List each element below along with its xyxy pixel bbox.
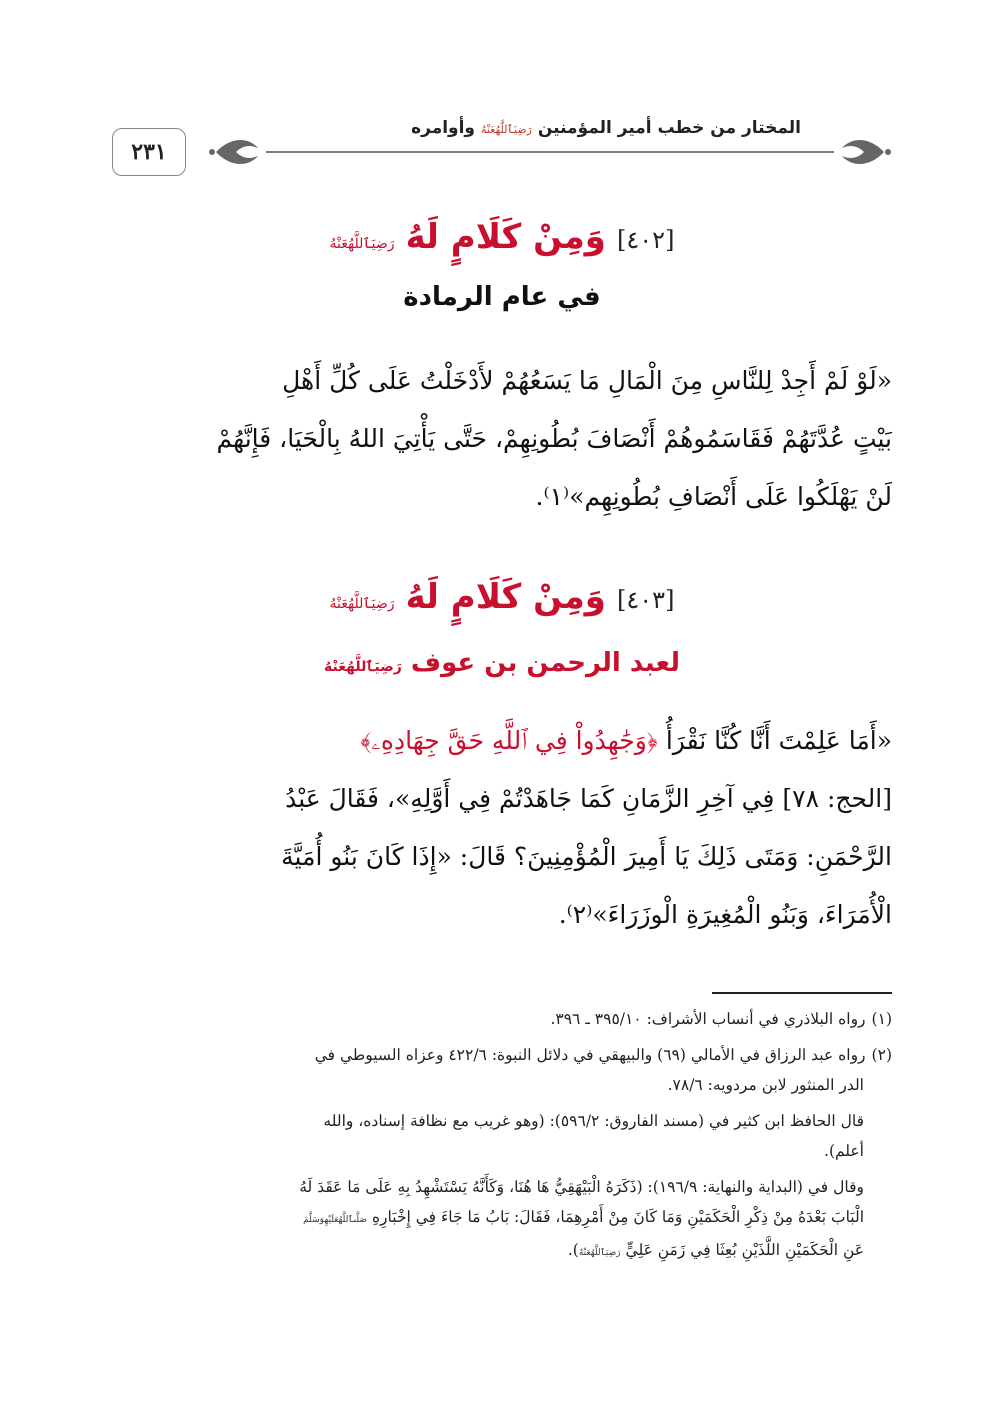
page-header — [112, 118, 902, 182]
honorific-glyph: رَضِيَٱللَّهُعَنْهُ — [329, 596, 395, 612]
footnote-2: (٢)رواه عبد الرزاق في الأمالي (٦٩) والبيهقي في دلائل النبوة: ٤٢٢/٦ وعزاه السيوطي في — [314, 1046, 892, 1064]
honorific-glyph: صَلَّىٱللَّهُعَلَيْهِوَسَلَّمَ — [303, 1215, 367, 1225]
honorific-glyph: رَضِيَٱللَّهُعَنْهُ — [324, 659, 402, 675]
section-number: [٤٠٣] — [617, 586, 675, 614]
footnote-1: (١)رواه البلاذري في أنساب الأشراف: ٣٩٥/١٠ ـ ٣٩٦. — [550, 1010, 892, 1028]
text-line: «أَمَا عَلِمْتَ أَنَّا كُنَّا نَقْرَأُ ﴿وَجَٰهِدُواْ فِي ٱللَّهِ حَقَّ جِهَادِهِۦ﴾ — [360, 726, 892, 755]
text-line: «لَوْ لَمْ أَجِدْ لِلنَّاسِ مِنَ الْمَالِ مَا يَسَعُهُمْ لأَدْخَلْتُ عَلَى كُلِّ أَهْلِ — [282, 366, 892, 395]
paragraph-403 — [112, 712, 892, 944]
footnote-line: أعلم). — [824, 1142, 864, 1160]
page-number: ٢٣١ — [131, 139, 167, 165]
running-title: المختار من خطب أمير المؤمنين رَضِيَٱللَّهُعَنْهُ وأوامره — [405, 118, 807, 138]
honorific-glyph: رَضِيَٱللَّهُعَنْهُ — [578, 1248, 621, 1258]
header-ornament-icon — [206, 132, 894, 172]
honorific-glyph: رَضِيَٱللَّهُعَنْهُ — [329, 236, 395, 252]
footnotes — [112, 1004, 892, 1268]
text-line: لَنْ يَهْلَكُوا عَلَى أَنْصَافِ بُطُونِهِم»⁽١⁾. — [535, 482, 892, 511]
section-number: [٤٠٢] — [617, 226, 675, 254]
footnote-line: قال الحافظ ابن كثير في (مسند الفاروق: ٥٩٦/٢): (وهو غريب مع نظافة إسناده، والله — [323, 1112, 864, 1130]
paragraph-402 — [112, 352, 892, 526]
section-title: وَمِنْ كَلَامٍ لَهُ — [405, 217, 606, 257]
footnote-line: الْبَابَ بَعْدَهُ مِنْ ذِكْرِ الْحَكَمَيْنِ وَمَا كَانَ مِنْ أَمْرِهِمَا، فَقَالَ: بَابُ مَا جَاءَ فِي إِخْبَارِهِ صَلَّىٱللَّهُعَلَيْهِوَسَلَّمَ — [303, 1208, 864, 1226]
section-heading-402 — [112, 212, 892, 262]
section-heading-403 — [112, 572, 892, 622]
footnote-line: وقال في (البداية والنهاية: ١٩٦/٩): (ذَكَرَهُ الْبَيْهَقِيُّ هَا هُنَا، وَكَأَنَّهُ يَسْتَشْهِدُ بِهِ عَلَى مَا عَقَدَ لَهُ — [299, 1178, 864, 1196]
footnote-line: عَنِ الْحَكَمَيْنِ اللَّذَيْنِ بُعِثَا فِي زَمَنِ عَلِيٍّ رَضِيَٱللَّهُعَنْهُ). — [567, 1241, 864, 1259]
honorific-glyph: رَضِيَٱللَّهُعَنْهُ — [480, 123, 532, 136]
page-number-box — [112, 128, 186, 176]
quran-verse: ﴿وَجَٰهِدُواْ فِي ٱللَّهِ حَقَّ جِهَادِهِۦ﴾ — [360, 726, 658, 755]
section-subtitle-402: في عام الرمادة — [403, 282, 601, 312]
text-line: الرَّحْمَنِ: وَمَتَى ذَلِكَ يَا أَمِيرَ الْمُؤْمِنِينَ؟ قَالَ: «إِذَا كَانَ بَنُو أُمَيَّةَ — [281, 842, 892, 871]
section-subtitle-403: لعبد الرحمن بن عوف رَضِيَٱللَّهُعَنْهُ — [324, 648, 680, 678]
section-title: وَمِنْ كَلَامٍ لَهُ — [405, 577, 606, 617]
text-line: بَيْتٍ عُدَّتَهُمْ فَقَاسَمُوهُمْ أَنْصَافَ بُطُونِهِمْ، حَتَّى يَأْتِيَ اللهُ بِالْحَيَا، فَإِنَّهُمْ — [216, 424, 892, 453]
footnote-line: الدر المنثور لابن مردويه: ٧٨/٦. — [667, 1076, 864, 1094]
text-line: الْأُمَرَاءَ، وَبَنُو الْمُغِيرَةِ الْوزَرَاءَ»⁽٢⁾. — [558, 900, 892, 929]
text-line: [الحج: ٧٨] فِي آخِرِ الزَّمَانِ كَمَا جَاهَدْتُمْ فِي أَوَّلِهِ»، فَقَالَ عَبْدُ — [285, 784, 892, 813]
footnote-divider — [712, 992, 892, 994]
